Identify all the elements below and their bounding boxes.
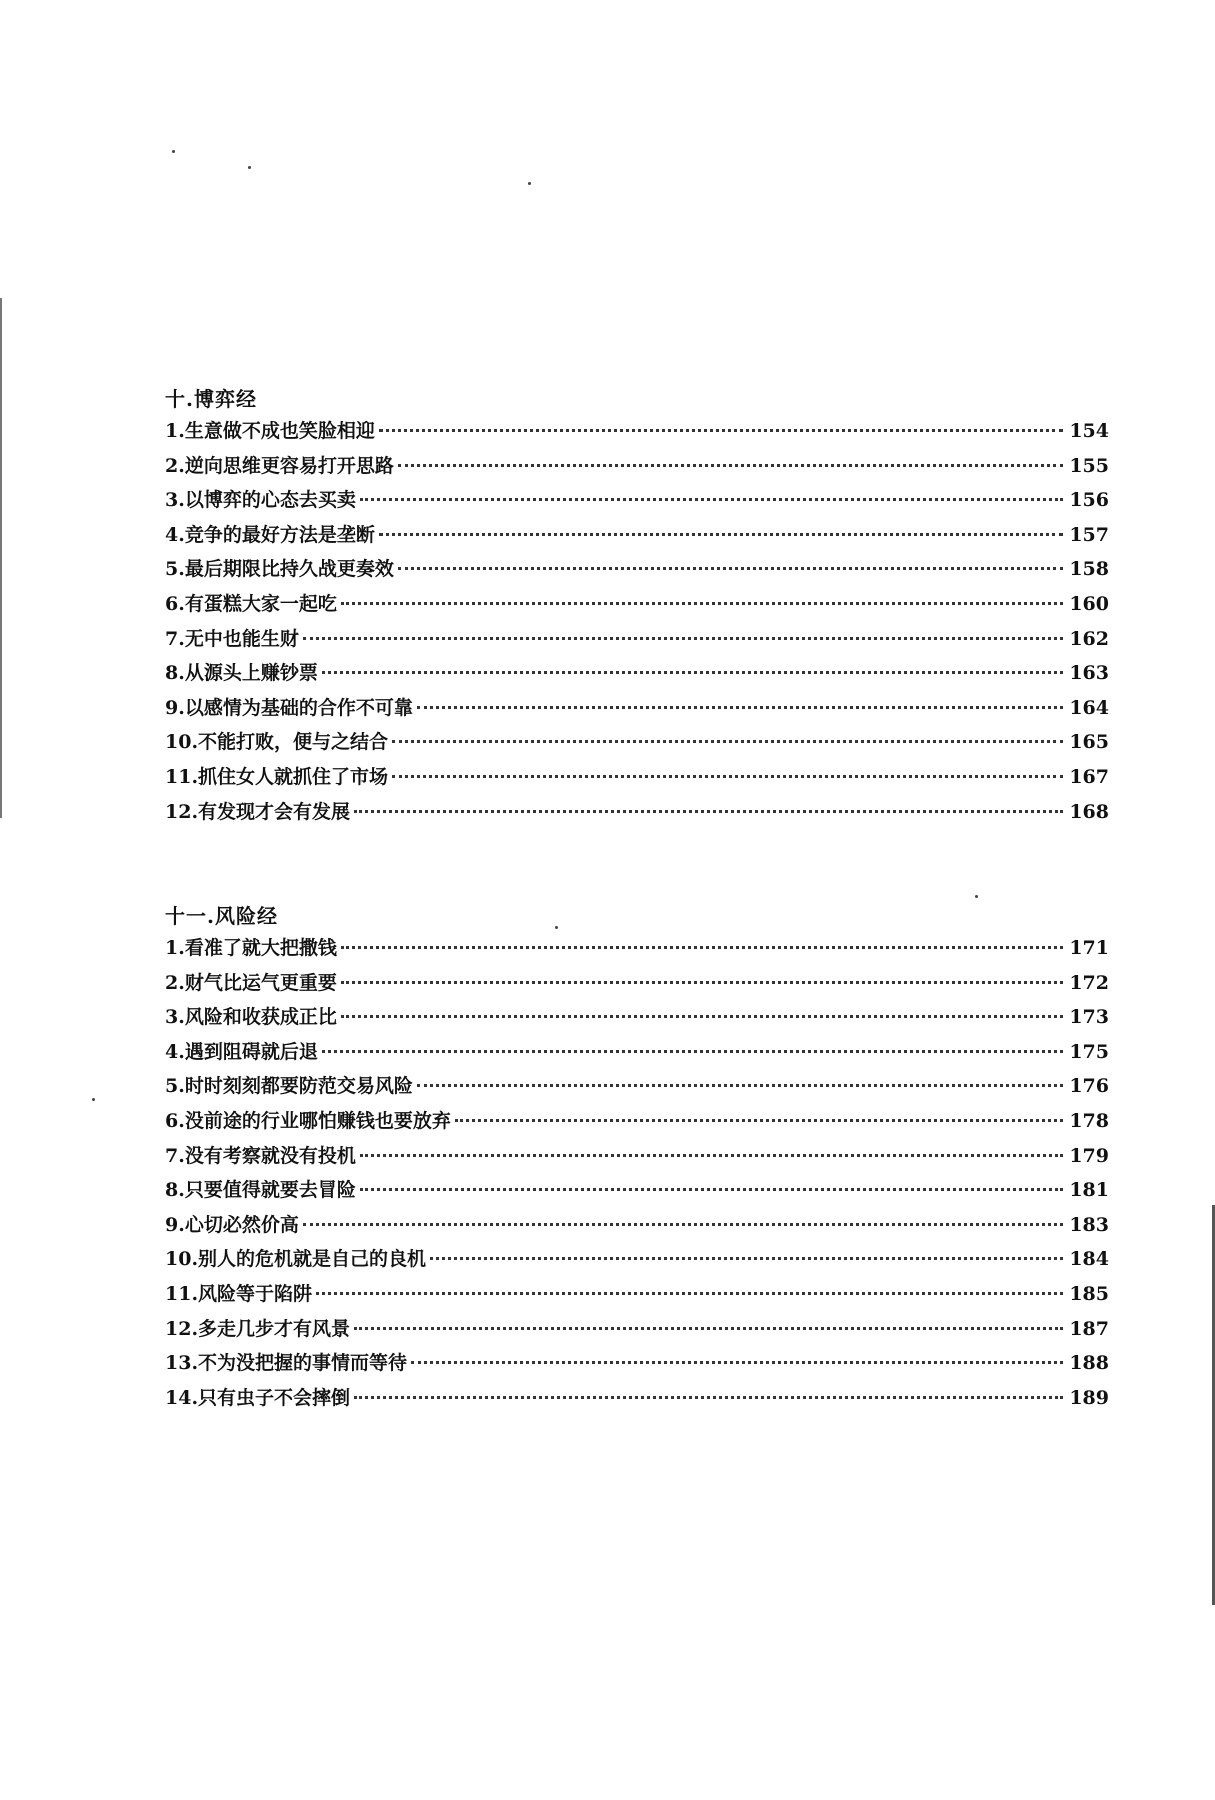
toc-page-number: 187	[1069, 1317, 1109, 1340]
toc-entry[interactable]	[165, 589, 1109, 624]
toc-page-number: 158	[1069, 558, 1109, 581]
dot-leader	[341, 981, 1063, 984]
toc-page-number: 189	[1069, 1386, 1109, 1409]
toc-entry-title: 7.没有考察就没有投机	[165, 1144, 356, 1167]
toc-page-number: 181	[1069, 1179, 1109, 1202]
toc-section-risk	[165, 899, 1109, 1417]
dot-leader	[354, 1396, 1063, 1399]
toc-entry[interactable]	[165, 1141, 1109, 1176]
toc-page-number: 179	[1069, 1144, 1109, 1167]
toc-entry-title: 2.财气比运气更重要	[165, 971, 337, 994]
dot-leader	[354, 810, 1063, 813]
toc-entry[interactable]	[165, 727, 1109, 762]
toc-page-number: 154	[1069, 420, 1109, 442]
toc-entry-title: 1.生意做不成也笑脸相迎	[165, 420, 375, 442]
dot-leader	[341, 946, 1063, 949]
dot-leader	[360, 1188, 1063, 1191]
toc-entry-title: 11.风险等于陷阱	[165, 1282, 313, 1305]
toc-entry-title: 9.心切必然价高	[165, 1213, 299, 1236]
toc-list	[165, 933, 1109, 1417]
toc-entry-title: 4.竞争的最好方法是垄断	[165, 523, 375, 546]
toc-page-number: 156	[1069, 489, 1109, 512]
section-title: 十一.风险经	[165, 904, 278, 928]
toc-entry-title: 10.不能打败，便与之结合	[165, 731, 389, 754]
toc-entry-title: 3.以博弈的心态去买卖	[165, 489, 356, 512]
toc-entry-title: 6.没前途的行业哪怕赚钱也要放弃	[165, 1109, 451, 1132]
toc-page-number: 183	[1069, 1213, 1109, 1236]
dot-leader	[341, 602, 1063, 605]
section-title: 十.博弈经	[165, 387, 257, 411]
toc-page-number: 178	[1069, 1109, 1109, 1132]
toc-entry[interactable]	[165, 797, 1109, 832]
toc-page-number: 168	[1069, 800, 1109, 823]
toc-page-number: 167	[1069, 765, 1109, 788]
toc-entry[interactable]	[165, 624, 1109, 659]
dot-leader	[360, 1154, 1063, 1157]
toc-page-number: 188	[1069, 1352, 1109, 1375]
scan-speck	[248, 166, 251, 169]
toc-entry-title: 11.抓住女人就抓住了市场	[165, 765, 389, 788]
toc-page-number: 157	[1069, 523, 1109, 546]
toc-entry[interactable]	[165, 1106, 1109, 1141]
scan-speck	[528, 182, 531, 185]
toc-entry[interactable]	[165, 416, 1109, 451]
toc-entry[interactable]	[165, 1071, 1109, 1106]
toc-page-number: 164	[1069, 696, 1109, 719]
dot-leader	[430, 1257, 1063, 1260]
dot-leader	[303, 1223, 1063, 1226]
toc-entry-title: 7.无中也能生财	[165, 627, 299, 650]
toc-entry-title: 6.有蛋糕大家一起吃	[165, 592, 337, 615]
dot-leader	[392, 775, 1063, 778]
toc-entry[interactable]	[165, 1037, 1109, 1072]
toc-entry[interactable]	[165, 1244, 1109, 1279]
dot-leader	[392, 740, 1063, 743]
dot-leader	[411, 1361, 1063, 1364]
dot-leader	[379, 533, 1063, 536]
toc-page-number: 176	[1069, 1075, 1109, 1098]
toc-page-number: 185	[1069, 1282, 1109, 1305]
toc-entry[interactable]	[165, 554, 1109, 589]
toc-page-number: 172	[1069, 971, 1109, 994]
toc-entry-title: 10.别人的危机就是自己的良机	[165, 1248, 427, 1271]
toc-entry[interactable]	[165, 451, 1109, 486]
toc-entry[interactable]	[165, 1348, 1109, 1383]
toc-entry-title: 1.看准了就大把撒钱	[165, 937, 337, 959]
toc-entry-title: 2.逆向思维更容易打开思路	[165, 454, 394, 477]
toc-section-game	[165, 382, 1109, 831]
dot-leader	[303, 637, 1063, 640]
toc-entry[interactable]	[165, 1383, 1109, 1418]
toc-entry-title: 12.有发现才会有发展	[165, 800, 351, 823]
toc-entry[interactable]	[165, 1002, 1109, 1037]
toc-entry-title: 3.风险和收获成正比	[165, 1006, 337, 1029]
toc-page-number: 173	[1069, 1006, 1109, 1029]
toc-list	[165, 416, 1109, 831]
toc-entry-title: 8.只要值得就要去冒险	[165, 1179, 356, 1202]
scan-speck	[172, 150, 175, 153]
dot-leader	[417, 1084, 1063, 1087]
dot-leader	[341, 1015, 1063, 1018]
scan-edge-left	[0, 298, 2, 818]
toc-entry[interactable]	[165, 1210, 1109, 1245]
scan-speck	[92, 1098, 95, 1101]
toc-page-number: 184	[1069, 1248, 1109, 1271]
dot-leader	[316, 1292, 1063, 1295]
toc-entry-title: 8.从源头上赚钞票	[165, 662, 318, 685]
toc-entry[interactable]	[165, 693, 1109, 728]
dot-leader	[354, 1327, 1063, 1330]
scan-speck	[975, 895, 978, 898]
toc-page-number: 171	[1069, 937, 1109, 959]
toc-entry-title: 13.不为没把握的事情而等待	[165, 1352, 408, 1375]
toc-entry[interactable]	[165, 520, 1109, 555]
toc-page-number: 160	[1069, 592, 1109, 615]
toc-entry[interactable]	[165, 1279, 1109, 1314]
toc-entry[interactable]	[165, 658, 1109, 693]
toc-entry-title: 9.以感情为基础的合作不可靠	[165, 696, 413, 719]
dot-leader	[398, 567, 1063, 570]
toc-entry[interactable]	[165, 968, 1109, 1003]
toc-entry[interactable]	[165, 933, 1109, 968]
dot-leader	[379, 429, 1063, 432]
dot-leader	[322, 1050, 1063, 1053]
toc-entry-title: 5.时时刻刻都要防范交易风险	[165, 1075, 413, 1098]
toc-entry[interactable]	[165, 762, 1109, 797]
toc-page-number: 155	[1069, 454, 1109, 477]
dot-leader	[360, 498, 1063, 501]
dot-leader	[398, 464, 1063, 467]
dot-leader	[322, 671, 1063, 674]
dot-leader	[455, 1119, 1063, 1122]
toc-entry-title: 14.只有虫子不会摔倒	[165, 1386, 351, 1409]
toc-entry[interactable]	[165, 1175, 1109, 1210]
toc-page-number: 162	[1069, 627, 1109, 650]
toc-page-number: 165	[1069, 731, 1109, 754]
dot-leader	[417, 706, 1063, 709]
toc-entry-title: 5.最后期限比持久战更奏效	[165, 558, 394, 581]
toc-page-number: 175	[1069, 1040, 1109, 1063]
toc-entry-title: 12.多走几步才有风景	[165, 1317, 351, 1340]
toc-entry[interactable]	[165, 1314, 1109, 1349]
toc-page-number: 163	[1069, 662, 1109, 685]
toc-entry-title: 4.遇到阻碍就后退	[165, 1040, 318, 1063]
toc-entry[interactable]	[165, 485, 1109, 520]
